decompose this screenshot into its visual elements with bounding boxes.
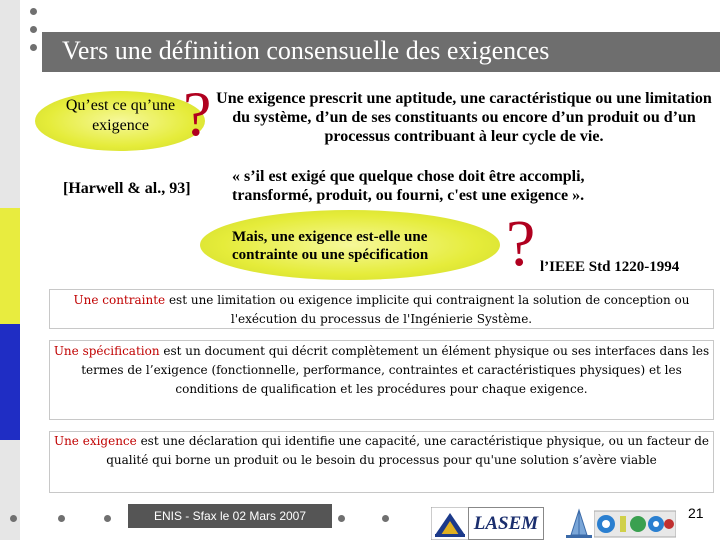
question-text: Qu’est ce qu’une exigence [65,97,176,134]
footer-event: ENIS - Sfax le 02 Mars 2007 [128,504,332,528]
question-mark-icon: ? [183,78,212,149]
strip-blue [0,324,20,440]
term-exigence: Une exigence [53,434,137,448]
strip-gray-top [0,0,20,208]
exigence-text: est une déclaration qui identifie une capacité, une caractéristique physique, ou un facteur de qualité qui borne un produit ou le besoin du processus pour qu'une solution s’avère viable [106,434,710,467]
main-definition: Une exigence prescrit une aptitude, une caractéristique ou une limitation du système, d’un de ses constituants ou encore d’un produit ou d’un processus contribuant à leur cycle de vie. [216,90,712,145]
page-number: 21 [688,505,704,521]
strip-gray-bottom [0,440,20,540]
term-contrainte: Une contrainte [73,293,166,307]
decor-dot [58,515,65,522]
lasem-logo: LASEM [468,507,544,540]
decor-dot [104,515,111,522]
exigence-definition-box [49,431,714,493]
specification-definition-box [49,340,714,420]
decor-dot [338,515,345,522]
contrainte-text: est une limitation ou exigence implicite qui contraignent la solution de conception ou l'exécution du processus de l'Ingénierie Système. [165,293,690,326]
strip-yellow [0,208,20,324]
ieee-reference: l’IEEE Std 1220-1994 [540,259,680,275]
term-specification: Une spécification [53,344,160,358]
contrainte-definition-box [49,289,714,329]
inp-logo [560,507,598,540]
citation: [Harwell & al., 93] [63,180,191,197]
question-mark-icon: ? [506,207,536,280]
specification-text: est un document qui décrit complètement un élément physique ou ses interfaces dans les termes de l’exigence (fonctionnelle, performance, contraintes et caractéristiques physiques) et les conditions de qualification et les procédures pour chaque exigence. [81,344,710,396]
decor-dot [30,26,37,33]
slide-title: Vers une définition consensuelle des exigences [62,36,550,65]
gilco-logo [594,507,676,540]
decor-dot [382,515,389,522]
enis-logo [431,507,469,540]
quote: « s’il est exigé que quelque chose doit être accompli, transformé, produit, ou fourni, c'est une exigence ». [232,168,585,204]
mais-question: Mais, une exigence est-elle une contrainte ou une spécification [232,229,429,263]
decor-dot [10,515,17,522]
decor-dot [30,8,37,15]
left-decor-strip [0,0,20,540]
decor-dot [30,44,37,51]
